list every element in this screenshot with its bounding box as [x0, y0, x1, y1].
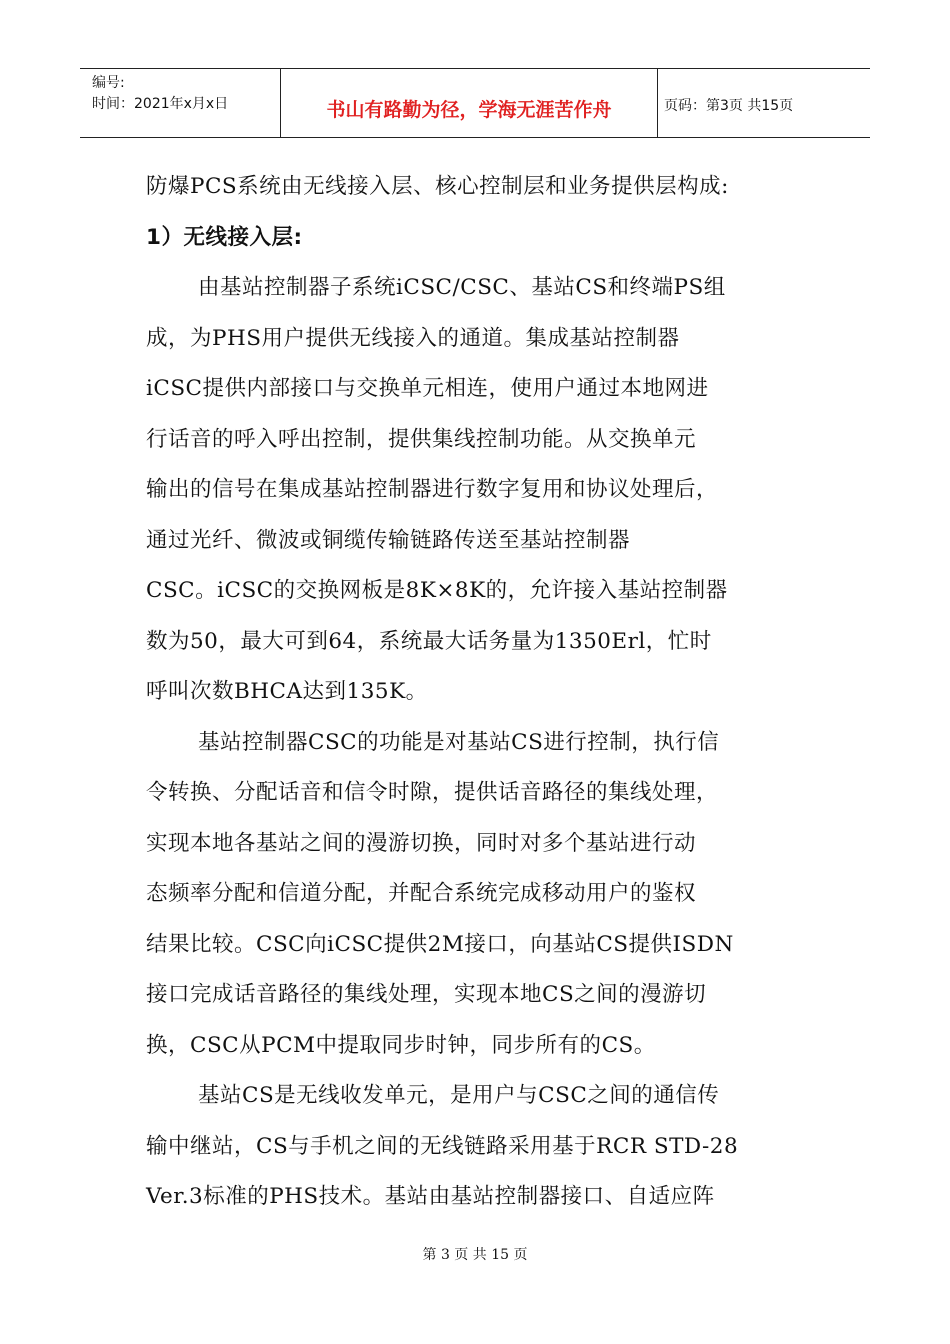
- intro-line: 防爆PCS系统由无线接入层、核心控制层和业务提供层构成:: [146, 174, 729, 199]
- section-heading: 1）无线接入层:: [146, 224, 303, 250]
- document-time-label: 时间：2021年x月x日: [92, 96, 229, 112]
- paragraph-line: 基站控制器CSC的功能是对基站CS进行控制，执行信: [198, 729, 720, 755]
- page-footer: 第 3 页 共 15 页: [422, 1247, 528, 1263]
- paragraph-line: 结果比较。CSC向iCSC提供2M接口，向基站CS提供ISDN: [146, 931, 734, 957]
- paragraph-line: Ver.3标准的PHS技术。基站由基站控制器接口、自适应阵: [146, 1184, 715, 1209]
- paragraph-line: CSC。iCSC的交换网板是8K×8K的，允许接入基站控制器: [146, 578, 728, 603]
- paragraph-line: 态频率分配和信道分配，并配合系统完成移动用户的鉴权: [146, 881, 697, 906]
- page-header: [80, 68, 870, 138]
- paragraph-line: 输出的信号在集成基站控制器进行数字复用和协议处理后，: [146, 477, 719, 502]
- document-number-label: 编号:: [92, 75, 125, 91]
- paragraph-line: 成，为PHS用户提供无线接入的通道。集成基站控制器: [146, 325, 680, 351]
- paragraph-line: 令转换、分配话音和信令时隙，提供话音路径的集线处理，: [146, 780, 719, 805]
- paragraph-line: 数为50，最大可到64，系统最大话务量为1350Erl，忙时: [146, 628, 712, 654]
- header-meta-cell: [80, 69, 281, 137]
- header-motto: 书山有路勤为径，学海无涯苦作舟: [326, 99, 612, 121]
- document-body: [146, 162, 806, 1223]
- header-page-number: 页码：第3页 共15页: [664, 98, 794, 114]
- paragraph-line: iCSC提供内部接口与交换单元相连，使用户通过本地网进: [146, 376, 709, 401]
- header-motto-cell: [281, 69, 658, 137]
- paragraph-line: 通过光纤、微波或铜缆传输链路传送至基站控制器: [146, 527, 631, 553]
- paragraph-line: 换，CSC从PCM中提取同步时钟，同步所有的CS。: [146, 1032, 656, 1058]
- paragraph-line: 呼叫次数BHCA达到135K。: [146, 679, 428, 704]
- paragraph-line: 输中继站，CS与手机之间的无线链路采用基于RCR STD-28: [146, 1133, 739, 1159]
- paragraph-line: 实现本地各基站之间的漫游切换，同时对多个基站进行动: [146, 830, 697, 856]
- paragraph-line: 由基站控制器子系统iCSC/CSC、基站CS和终端PS组: [198, 275, 726, 300]
- paragraph-line: 基站CS是无线收发单元，是用户与CSC之间的通信传: [198, 1083, 720, 1108]
- header-page-cell: [658, 69, 870, 137]
- paragraph-line: 行话音的呼入呼出控制，提供集线控制功能。从交换单元: [146, 426, 697, 452]
- paragraph-line: 接口完成话音路径的集线处理，实现本地CS之间的漫游切: [146, 982, 707, 1007]
